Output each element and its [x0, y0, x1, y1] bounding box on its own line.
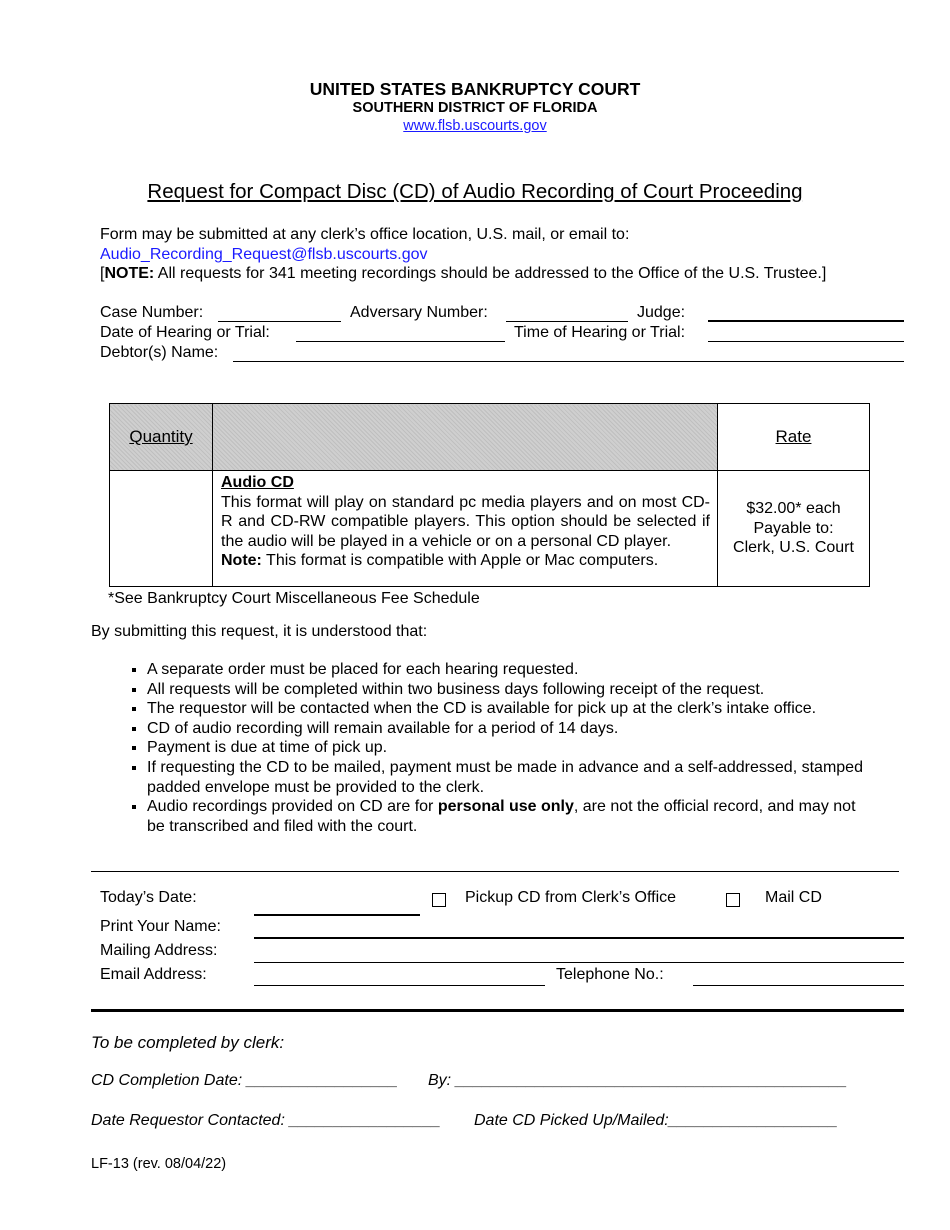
- case-number-label: Case Number:: [100, 304, 204, 321]
- todays-date-label: Today’s Date:: [100, 889, 197, 906]
- rate-cell: [718, 471, 870, 587]
- quantity-cell[interactable]: [110, 471, 213, 587]
- list-item: ▪ Payment is due at time of pick up.: [147, 738, 877, 758]
- fee-table: [109, 403, 870, 587]
- submission-instructions: Form may be submitted at any clerk’s office location, U.S. mail, or email to:: [100, 226, 630, 243]
- list-item: ▪ Audio recordings provided on CD are for personal use only, are not the official record, and may not be transcribed and filed with the court.: [147, 797, 877, 836]
- judge-field[interactable]: [708, 320, 904, 322]
- form-title: Request for Compact Disc (CD) of Audio Recording of Court Proceeding: [147, 180, 803, 203]
- list-item: ▪ If requesting the CD to be mailed, payment must be made in advance and a self-addressed, stamped padded envelope must be provided to the clerk.: [147, 758, 877, 797]
- hearing-time-label: Time of Hearing or Trial:: [514, 324, 686, 341]
- mailing-address-label: Mailing Address:: [100, 942, 218, 959]
- hearing-date-label: Date of Hearing or Trial:: [100, 324, 270, 341]
- completed-by[interactable]: By: ____________________________________________: [428, 1072, 848, 1089]
- cd-completion-date[interactable]: CD Completion Date: _________________: [91, 1072, 398, 1089]
- date-picked-up-mailed[interactable]: Date CD Picked Up/Mailed:___________________: [474, 1112, 838, 1129]
- case-number-field[interactable]: [218, 321, 341, 322]
- hearing-date-field[interactable]: [296, 341, 505, 342]
- rate-header: Rate: [718, 404, 870, 471]
- hearing-time-field[interactable]: [708, 341, 904, 342]
- email-address-label: Email Address:: [100, 966, 207, 983]
- understanding-lead: By submitting this request, it is understood that:: [91, 623, 428, 640]
- mail-checkbox[interactable]: [726, 893, 740, 907]
- telephone-field[interactable]: [693, 985, 904, 986]
- rate-amount: $32.00* each: [746, 500, 841, 518]
- list-item: ▪ CD of audio recording will remain available for a period of 14 days.: [147, 719, 877, 739]
- judge-label: Judge:: [637, 304, 686, 321]
- debtor-name-field[interactable]: [233, 361, 904, 362]
- list-item: ▪ The requestor will be contacted when the CD is available for pick up at the clerk’s intake office.: [147, 699, 877, 719]
- fee-footnote: *See Bankruptcy Court Miscellaneous Fee Schedule: [108, 590, 480, 607]
- clerk-section-divider: [91, 1009, 904, 1012]
- telephone-label: Telephone No.:: [556, 966, 664, 983]
- mailing-address-field[interactable]: [254, 962, 904, 963]
- todays-date-field[interactable]: [254, 914, 420, 916]
- personal-use-emphasis: personal use only: [437, 798, 574, 816]
- item-note-text: This format is compatible with Apple or Mac computers.: [261, 552, 659, 570]
- trustee-note: [NOTE: All requests for 341 meeting recordings should be addressed to the Office of the U.S. Trustee.]: [100, 265, 827, 282]
- pickup-checkbox[interactable]: [432, 893, 446, 907]
- item-title: Audio CD: [221, 474, 294, 491]
- description-header: [213, 404, 718, 471]
- print-name-label: Print Your Name:: [100, 918, 221, 935]
- district-name: SOUTHERN DISTRICT OF FLORIDA: [352, 100, 598, 116]
- adversary-number-field[interactable]: [506, 321, 628, 322]
- item-note-label: Note:: [221, 552, 262, 570]
- rate-payee: Clerk, U.S. Court: [733, 539, 854, 557]
- list-item: ▪ A separate order must be placed for each hearing requested.: [147, 660, 877, 680]
- terms-list: [110, 660, 877, 836]
- clerk-heading: To be completed by clerk:: [91, 1033, 285, 1052]
- debtor-name-label: Debtor(s) Name:: [100, 344, 219, 361]
- court-name: UNITED STATES BANKRUPTCY COURT: [309, 79, 641, 99]
- request-email-link[interactable]: Audio_Recording_Request@flsb.uscourts.gov: [100, 246, 428, 263]
- audio-cd-description: [213, 471, 718, 587]
- print-name-field[interactable]: [254, 937, 904, 939]
- court-website-link[interactable]: www.flsb.uscourts.gov: [403, 118, 547, 134]
- list-item: ▪ All requests will be completed within two business days following receipt of the request.: [147, 680, 877, 700]
- section-divider: [91, 871, 899, 872]
- form-id: LF-13 (rev. 08/04/22): [91, 1156, 227, 1172]
- email-address-field[interactable]: [254, 985, 545, 986]
- quantity-header: Quantity: [110, 404, 213, 471]
- pickup-option-label: Pickup CD from Clerk’s Office: [465, 889, 677, 906]
- item-description: This format will play on standard pc media players and on most CD-R and CD-RW compatible players. This option should be selected if the audio will be played in a vehicle or on a personal CD player.: [221, 493, 710, 550]
- date-requestor-contacted[interactable]: Date Requestor Contacted: _________________: [91, 1112, 441, 1129]
- note-label: NOTE:: [104, 265, 155, 282]
- mail-option-label: Mail CD: [765, 889, 822, 906]
- rate-payable: Payable to:: [753, 519, 834, 537]
- adversary-number-label: Adversary Number:: [350, 304, 488, 321]
